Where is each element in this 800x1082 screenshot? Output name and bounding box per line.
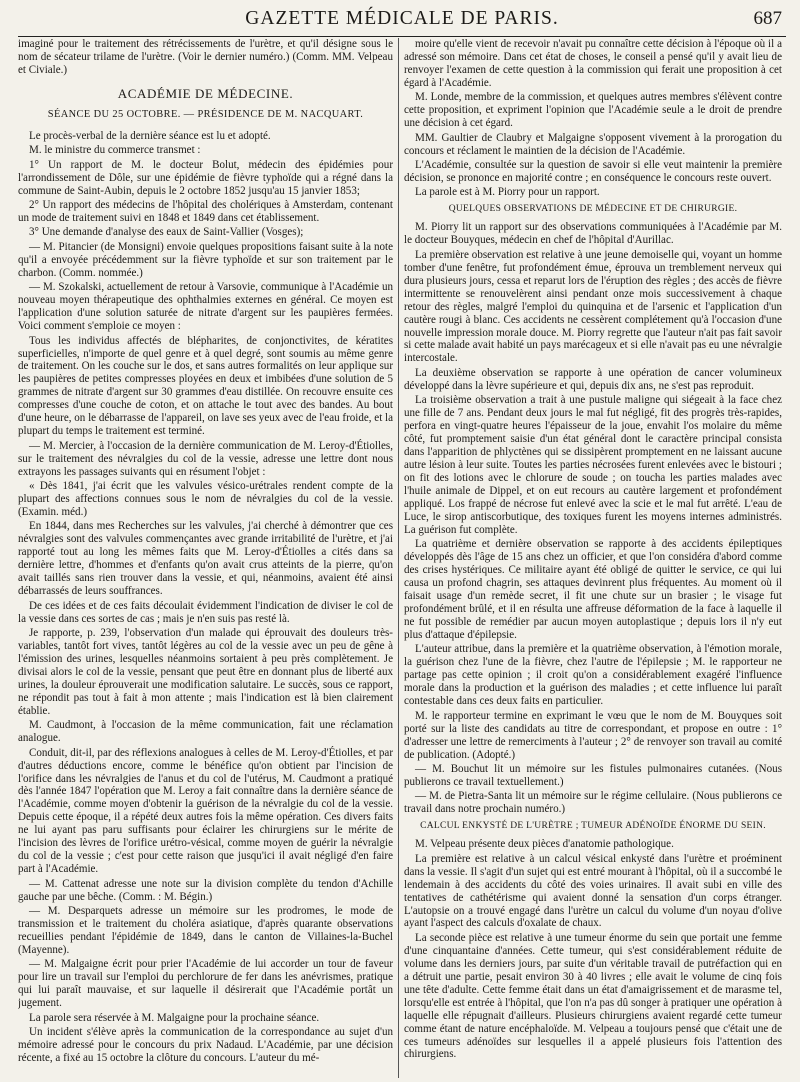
paragraph: L'auteur attribue, dans la première et la quatrième observation, à l'émotion morale, la guérison chez l'une de la fièvre, chez l'autre de l'épilepsie ; M. le rapporteur ne partage pas cette opinion ; il croit qu'on a considérablement exagéré l'influence morale dans la production et la guérison des maladies ; et cette influence lui paraît contestable dans ces deux faits en particulier. — [404, 643, 782, 708]
paragraph: — M. Bouchut lit un mémoire sur les fistules pulmonaires cutanées. (Nous publierons ce travail textuellement.) — [404, 762, 782, 788]
paragraph: M. Velpeau présente deux pièces d'anatomie pathologique. — [415, 838, 674, 851]
paragraph: 3° Une demande d'analyse des eaux de Saint-Vallier (Vosges); — [29, 226, 304, 239]
paragraph: La parole est à M. Piorry pour un rapport. — [415, 186, 600, 199]
paragraph: L'Académie, consultée sur la question de savoir si elle veut maintenir la première décision, se prononce en majorité contre ; en conséquence le concours reste ouvert. — [404, 159, 782, 185]
right-top-paragraphs — [404, 38, 782, 199]
section-title: ACADÉMIE DE MÉDECINE. — [117, 85, 294, 101]
page-number: 687 — [753, 8, 782, 29]
paragraph: — M. Pitancier (de Monsigni) envoie quelques propositions faisant suite à la note qu'il a envoyée précédemment sur la fièvre typhoïde et sur son traitement par le charbon. (Comm. nommée.) — [18, 240, 393, 279]
right-mid-paragraphs — [404, 221, 782, 816]
paragraph: M. Londe, membre de la commission, et quelques autres membres s'élèvent contre cette proposition, et expriment l'opinion que l'Académie seule a le droit de prendre une décision à cet égard. — [404, 91, 782, 130]
subsection-heading-calcul: CALCUL ENKYSTÉ DE L'URÈTRE ; TUMEUR ADÉNOÏDE ÉNORME DU SEIN. — [420, 821, 766, 832]
subsection-heading-observations: QUELQUES OBSERVATIONS DE MÉDECINE ET DE CHIRURGIE. — [448, 204, 738, 215]
paragraph: — M. Cattenat adresse une note sur la division complète du tendon d'Achille gauche par une bêche. (Comm. : M. Bégin.) — [18, 877, 393, 903]
right-column — [404, 38, 782, 1078]
paragraph: De ces idées et de ces faits découlait évidemment l'indication de diviser le col de la vessie dans ces sortes de cas ; mais je n'en suis pas resté là. — [18, 599, 393, 625]
paragraph: Le procès-verbal de la dernière séance est lu et adopté. — [29, 129, 271, 142]
paragraph: En 1844, dans mes Recherches sur les valvules, j'ai cherché à démontrer que ces névralgies sont des valvules commençantes avec grande irritabilité de l'urètre, et j'ai rapporté tout au long les mêmes faits que M. Leroy-d'Étiolles a cités dans sa dernière lettre, d'hommes et d'enfants qu'on avait crus atteints de la pierre, qu'on avait taillés sans rien trouver dans la vessie, et qui, néanmoins, avaient été ainsi débarrassés de leurs souffrances. — [18, 520, 393, 598]
paragraph: La quatrième et dernière observation se rapporte à des accidents épileptiques développés dès l'âge de 15 ans chez un officier, et que l'on considéra d'abord comme des crises hystériques. Ce militaire ayant été obligé de quitter le service, ce qui lui causa un profond chagrin, ses attaques devinrent plus fréquentes. Au moment où il faisait usage d'un remède secret, il fit une chute sur un brasier ; le visage fut profondément brûlé, et il en résulta une affreuse déformation de la face à laquelle il ne fut possible de remédier par aucun moyen autoplastique ; depuis lors il n'y eut plus d'attaque d'épilepsie. — [404, 538, 782, 641]
paragraph: La première observation est relative à une jeune demoiselle qui, voyant un homme tomber d'une fenêtre, fut profondément émue, éprouva un tremblement nerveux qui dura plusieurs jours, cessa et reparut lors de l'éruption des règles ; des accès de fièvre intermittente se renouvelèrent ainsi pendant onze mois successivement à chaque retour des règles, malgré l'emploi du quinquina et de l'arsenic et l'application d'un cautère rougi à blanc. Ces accidents ne cessèrent complétement qu'à l'occasion d'une nouvelle impression morale douce. M. Piorry regrette que l'auteur n'ait pas fait savoir si cette malade avait habité un pays marécageux et si elle n'avait pas eu une névralgie intercostale. — [404, 248, 782, 365]
paragraph: Je rapporte, p. 239, l'observation d'un malade qui éprouvait des douleurs très-variables, tantôt fort vives, tantôt légères au col de la vessie avec un peu de gêne à l'émission des urines, lesquelles néanmoins sortaient à peu près complètement. Je divisai alors le col de la vessie, pensant que peut être en donnant plus de liberté aux urines, la douleur éprouverait une modification salutaire. Le succès, sous ce rapport, ne répondit pas tout à fait à mon attente ; mais l'indication est là bien clairement établie. — [18, 627, 393, 717]
paragraph: La parole sera réservée à M. Malgaigne pour la prochaine séance. — [29, 1011, 320, 1024]
paragraph: « Dès 1841, j'ai écrit que les valvules vésico-urétrales rendent compte de la plupart des affections connues sous le nom de névralgies du col de la vessie. (Examin. méd.) — [18, 480, 393, 518]
paragraph: — M. Szokalski, actuellement de retour à Varsovie, communique à l'Académie un nouveau moyen thérapeutique des ophthalmies externes en général. Ce moyen est l'application d'une solution saturée de nitrate d'argent sur les paupières fermées. Voici comment s'emploie ce moyen : — [18, 281, 393, 333]
paragraph: La deuxième observation se rapporte à une opération de cancer volumineux développé dans la lèvre supérieure et qui, depuis dix ans, ne s'est pas reproduit. — [404, 366, 782, 392]
paragraph: — M. Malgaigne écrit pour prier l'Académie de lui accorder un tour de faveur pour lire un travail sur l'emploi du perchlorure de fer dans les anévrismes, pratique qui lui paraît mauvaise, et sur laquelle il désirerait que l'Académie portât un jugement. — [18, 958, 393, 1010]
right-end-paragraphs — [404, 838, 782, 1061]
intro-paragraph: imaginé pour le traitement des rétrécissements de l'urètre, et qu'il désigne sous le nom de sécateur trilame de l'urètre. (Voir le dernier numéro.) (Comm. MM. Velpeau et Civiale.) — [18, 38, 393, 76]
paragraph: moire qu'elle vient de recevoir n'avait pu connaître cette décision à l'époque où il a adressé son mémoire. Dans cet état de choses, le conseil a pensé qu'il y avait lieu de renvoyer l'examen de cette question à la commission qui ferait une proposition à cet égard à l'Académie. — [404, 38, 782, 89]
paragraph: — M. de Pietra-Santa lit un mémoire sur le régime cellulaire. (Nous publierons ce travail dans notre prochain numéro.) — [404, 790, 782, 816]
paragraph: MM. Gaultier de Claubry et Malgaigne s'opposent vivement à la prorogation du concours et réclament le maintien de la décision de l'Académie. — [404, 131, 782, 157]
paragraph: La première est relative à un calcul vésical enkysté dans l'urètre et proéminent dans la vessie. Il s'agit d'un sujet qui est entré mourant à l'hôpital, où il a succombé le lendemain à des accidents du côté des voies urinaires. Il avait subi en ville des tentatives de cathétérisme qui avaient donné la sensation d'un corps étranger. L'autopsie on a trouvé engagé dans l'urètre un calcul du volume d'un noyau d'olive ayant l'aspect des calculs d'oxalate de chaux. — [404, 852, 782, 930]
page-header — [18, 6, 786, 37]
paragraph: La troisième observation a trait à une pustule maligne qui siégeait à la face chez une fille de 7 ans. Pendant deux jours le mal fut négligé, fit des progrès très-rapides, perfora en vingt-quatre heures l'épaisseur de la joue, envahit l'os molaire du même côté, fut promptement saisie d'un état général dont le caractère principal consista dans l'apparition de phlyctènes qui se dissipèrent promptement en ne laissant aucune autre lésion à leur suite. Toutes les parties nécrosées furent enlevées avec le bistouri ; on fit des lotions avec le chlorure de soude ; on toucha les parties malades avec l'huile animale de Dippel, et on eut recours au cautère largement et profondément appliqué. Los frappé de nécrose fut enlevé avec la scie et le mal fut arrêté. L'eau de Luce, le sirop antiscorbutique, des toxiques furent les moyens internes administrés. La guérison fut complète. — [404, 394, 782, 536]
column-divider — [398, 38, 399, 1078]
paragraph: Tous les individus affectés de blépharites, de conjonctivites, de kératites superficielles, n'importe de quel genre et à quel degré, sont soumis au même genre de traitement. On les couche sur le dos, et sans autres formalités on leur applique sur les paupières de petites compresses ployées en deux et imbibées d'une solution de 5 grammes de nitrate d'argent sur 30 grammes d'eau distillée. On recouvre ensuite ces compresses d'une couche de coton, et on attache le tout avec des bandes. Au bout d'une heure, on le débarrasse de l'appareil, on lave ses yeux avec de l'eau froide, et la plupart du temps le traitement est terminé. — [18, 334, 393, 438]
paragraph: 2° Un rapport des médecins de l'hôpital des cholériques à Amsterdam, contenant un mode de traitement suivi en 1848 et 1849 dans cet établissement. — [18, 199, 393, 224]
paragraph: M. Caudmont, à l'occasion de la même communication, fait une réclamation analogue. — [18, 719, 393, 745]
session-heading: SÉANCE DU 25 OCTOBRE. — PRÉSIDENCE DE M. NACQUART. — [47, 108, 364, 120]
left-paragraphs — [18, 130, 393, 1065]
paragraph: M. Piorry lit un rapport sur des observations communiquées à l'Académie par M. le docteur Bouyques, médecin en chef de l'hôpital d'Aurillac. — [404, 221, 782, 247]
paragraph: — M. Mercier, à l'occasion de la dernière communication de M. Leroy-d'Étiolles, sur le traitement des névralgies du col de la vessie, adresse une lettre dont nous extrayons les passages suivants qui en résument l'objet : — [18, 439, 393, 478]
paragraph: M. le rapporteur termine en exprimant le vœu que le nom de M. Bouyques soit porté sur la liste des candidats au titre de correspondant, et propose en outre : 1° d'adresser une lettre de remerciments à l'auteur ; 2° de renvoyer son travail au comité de publication. (Adopté.) — [404, 709, 782, 761]
paragraph: M. le ministre du commerce transmet : — [29, 144, 201, 157]
paragraph: La seconde pièce est relative à une tumeur énorme du sein que portait une femme d'une cinquantaine d'années. Cette tumeur, qui s'est considérablement réduite de volume dans les derniers jours, par suite d'un véritable travail de putréfaction qui en a détruit une partie, pesait environ 30 à 40 livres ; elle avait le volume de cinq fois une tête d'adulte. Cette femme était dans un état d'amaigrissement et de marasme tel, lorsqu'elle est entrée à l'hôpital, que l'on n'a pas dû songer à pratiquer une opération à laquelle elle répugnait d'ailleurs. Plusieurs chirurgiens avaient regardé cette tumeur comme étant de nature encéphaloïde. M. Velpeau a toujours pensé que c'était une de ces tumeurs adénoïdes sur lesquelles il a appelé plusieurs fois l'attention des chirurgiens. — [404, 931, 782, 1061]
paragraph: Conduit, dit-il, par des réflexions analogues à celles de M. Leroy-d'Étiolles, et par d'autres déductions encore, comme le bénéfice qu'on obtient par l'incision de l'orifice dans les névralgies de l'anus et du col de l'utérus, M. Caudmont a pratiqué dès l'année 1847 l'opération que M. Leroy a fait connaître dans la dernière séance de l'Académie, comme moyen d'obtenir la guérison de la névralgie du col de la vessie. Depuis cette époque, il a répété deux autres fois la même opération. Ces divers faits ne lui ayant pas paru suffisants pour éclairer les chirurgiens sur le mérite de l'incision des lèvres de l'orifice urétro-vésical, comme moyen de guérir la névralgie du col de la vessie ; c'est pour cette raison que jusqu'ici il avait négligé d'en faire part à l'Académie. — [18, 746, 393, 876]
left-column — [18, 38, 393, 1078]
paragraph: — M. Desparquets adresse un mémoire sur les prodromes, le mode de transmission et le traitement du choléra asiatique, d'après quarante observations recueillies pendant l'épidémie de 1849, dans le canton de Villaines-la-Buchel (Mayenne). — [18, 905, 393, 956]
paragraph: Un incident s'élève après la communication de la correspondance au sujet d'un mémoire adressé pour le concours du prix Nadaud. L'Académie, par une décision récente, a fixé au 15 octobre la clôture du concours. L'auteur du mé- — [18, 1026, 393, 1065]
journal-title: GAZETTE MÉDICALE DE PARIS. — [245, 8, 559, 29]
paragraph: 1° Un rapport de M. le docteur Bolut, médecin des épidémies pour l'arrondissement de Dôle, sur une épidémie de fièvre typhoïde qui a régné dans la commune de Saint-Aubin, depuis le 2 octobre 1852 jusqu'au 15 janvier 1853; — [18, 158, 393, 197]
